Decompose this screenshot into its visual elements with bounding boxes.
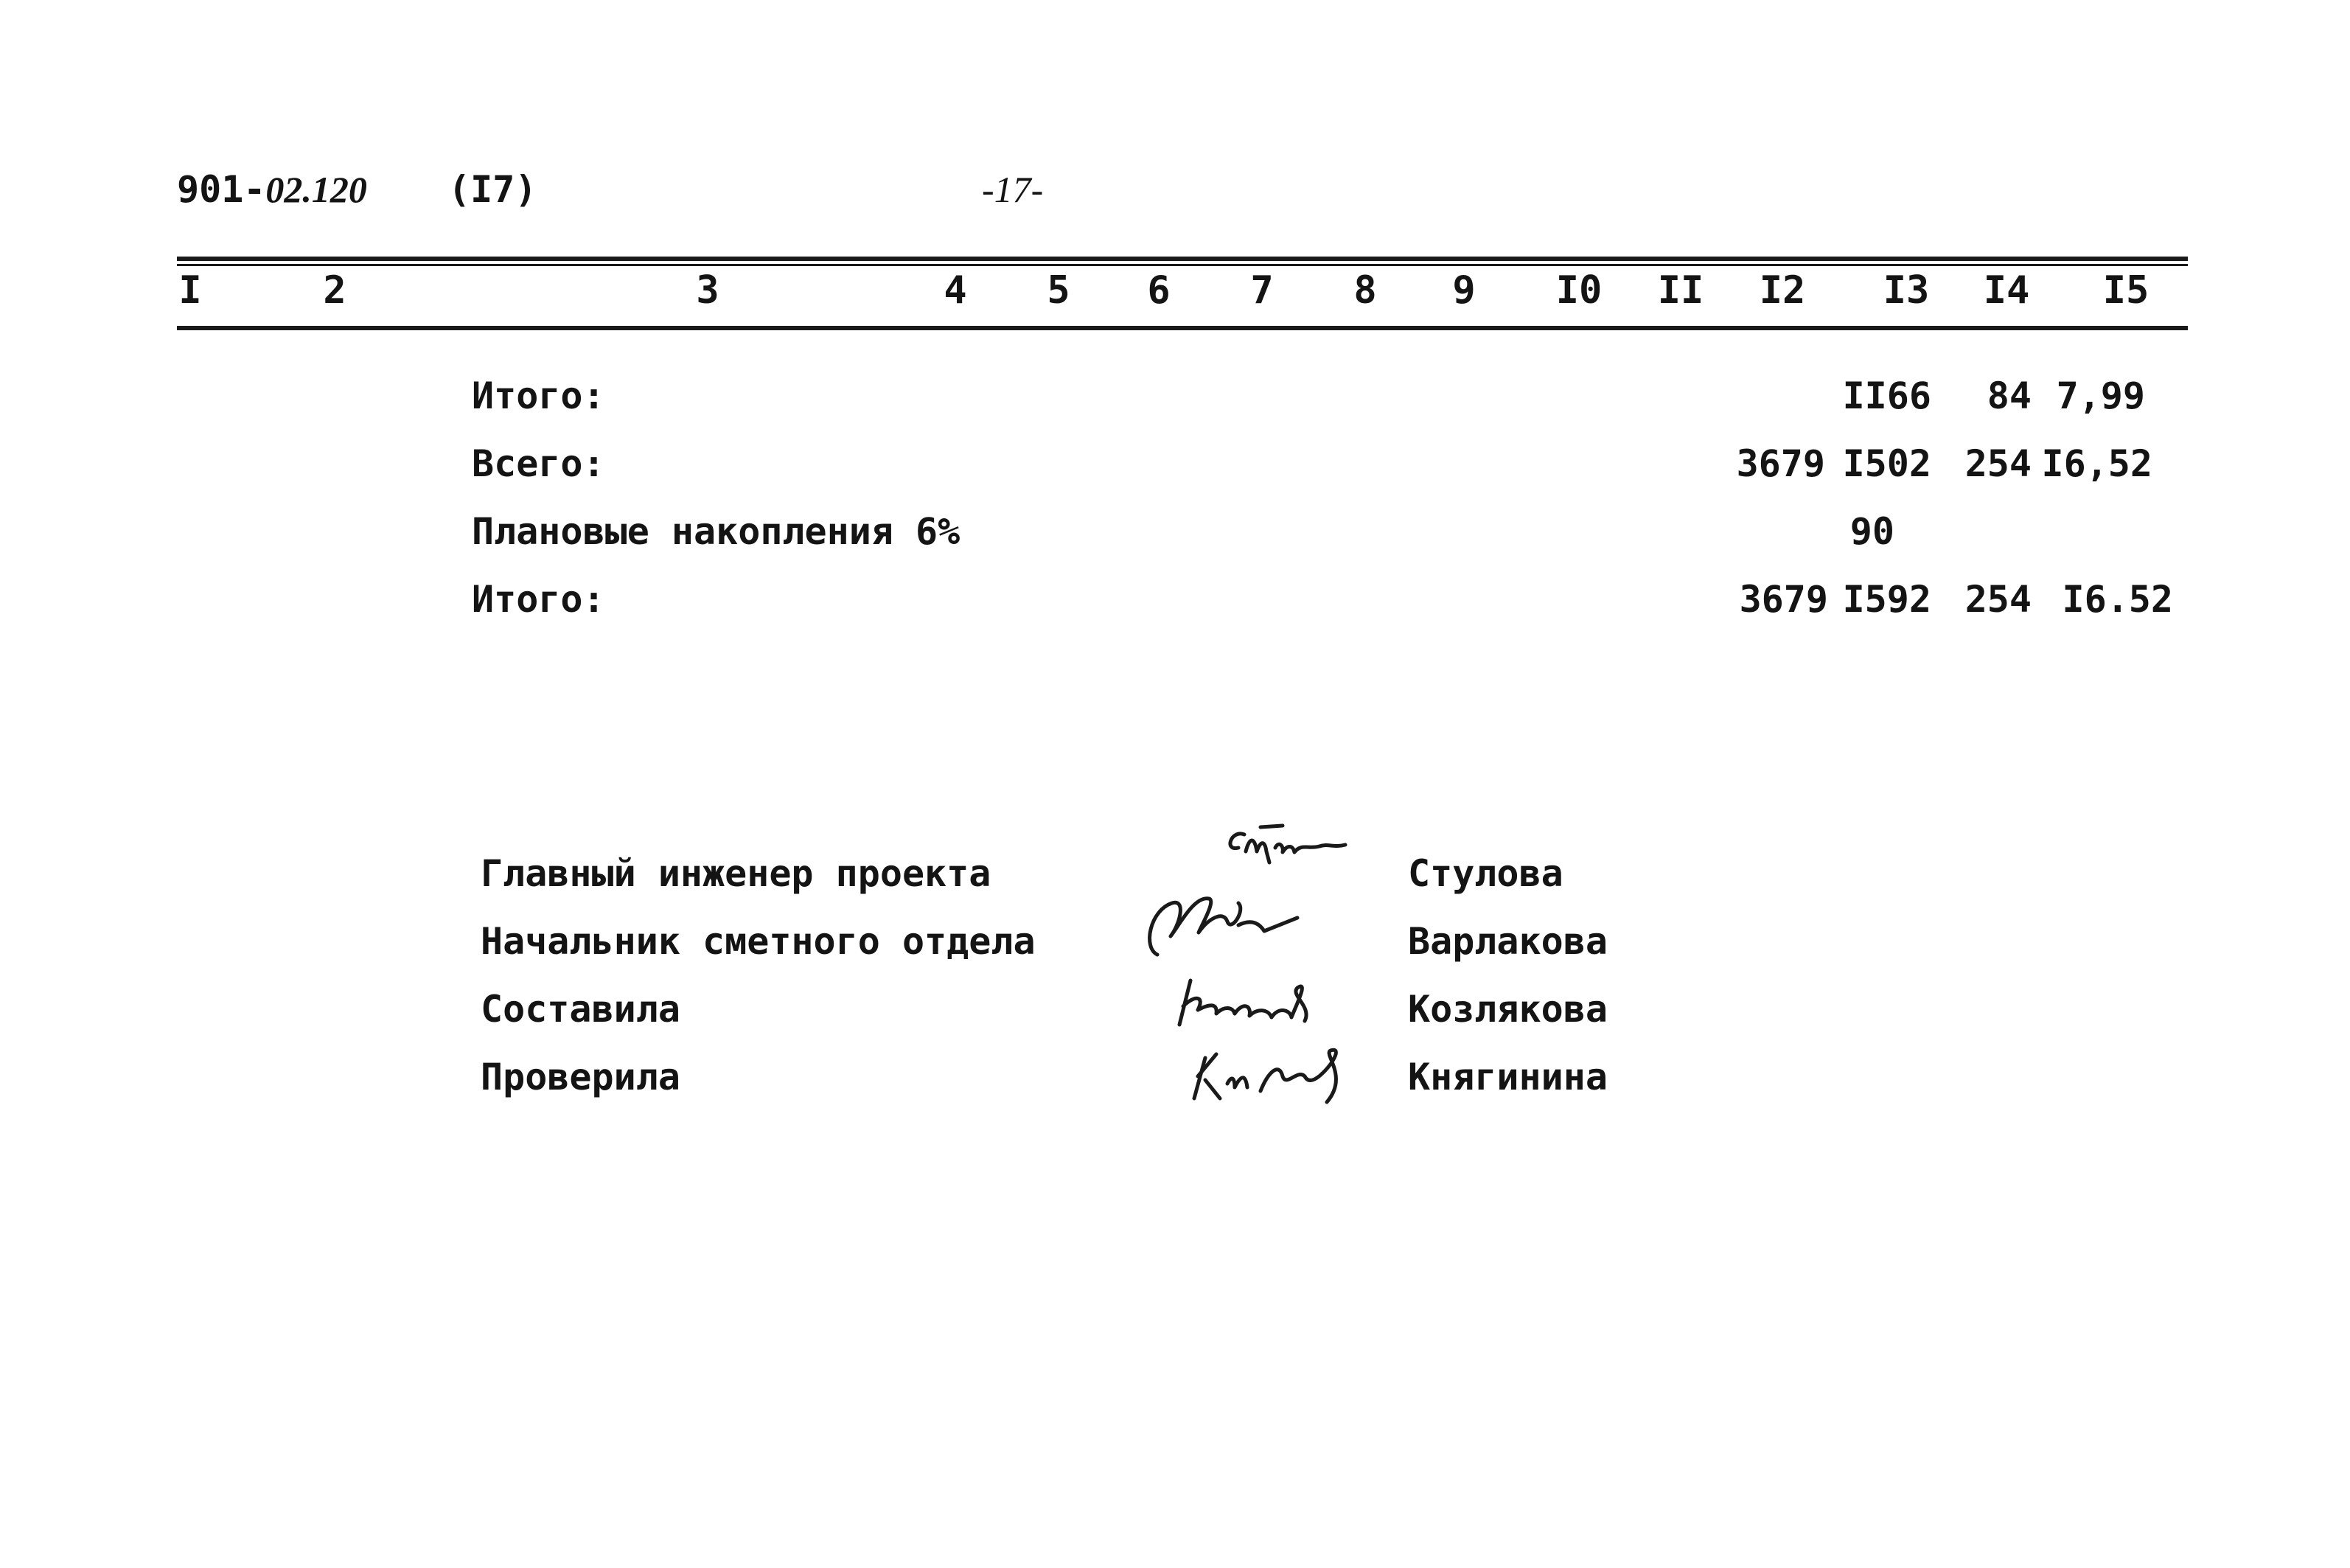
column-number-11: II [1657, 268, 1704, 313]
handwritten-signature-3 [1165, 966, 1342, 1039]
column-number-8: 8 [1353, 268, 1377, 313]
signature-name: Стулова [1408, 852, 1563, 895]
cell-col-14: 254 [1964, 442, 2032, 485]
table-header-bottom-rule [177, 326, 2188, 330]
column-number-14: I4 [1983, 268, 2030, 313]
cell-col-15: I6.52 [2062, 578, 2173, 621]
table-top-rule [177, 257, 2188, 261]
cell-col-13: I502 [1842, 442, 1931, 485]
handwritten-signature-1 [1216, 818, 1364, 877]
cell-col-13: I592 [1842, 578, 1931, 621]
document-code-handwritten: 02.120 [265, 169, 367, 210]
column-number-5: 5 [1047, 268, 1070, 313]
column-number-6: 6 [1147, 268, 1171, 313]
column-number-13: I3 [1883, 268, 1930, 313]
cell-col-12: 3679 [1736, 442, 1825, 485]
signature-name: Козлякова [1408, 988, 1608, 1031]
signature-role: Составила [481, 988, 680, 1031]
column-number-1: I [178, 268, 202, 313]
page-number: -17- [982, 169, 1044, 210]
cell-col-13: 90 [1849, 510, 1894, 553]
handwritten-signature-4 [1179, 1032, 1378, 1113]
column-number-15: I5 [2102, 268, 2149, 313]
column-number-7: 7 [1250, 268, 1274, 313]
signature-role: Начальник сметного отдела [481, 920, 1036, 963]
signature-role: Проверила [481, 1056, 680, 1098]
row-label: Плановые накопления 6% [472, 510, 960, 553]
cell-col-15: 7,99 [2056, 374, 2145, 417]
document-code-prefix: 901- [177, 168, 266, 211]
cell-col-15: I6,52 [2041, 442, 2152, 485]
signature-role: Главный инженер проекта [481, 852, 991, 895]
cell-col-12: 3679 [1739, 578, 1828, 621]
column-number-9: 9 [1452, 268, 1476, 313]
row-label: Всего: [472, 442, 605, 485]
column-number-4: 4 [944, 268, 967, 313]
signature-name: Княгинина [1408, 1056, 1608, 1098]
column-number-2: 2 [323, 268, 346, 313]
cell-col-13: II66 [1842, 374, 1931, 417]
row-label: Итого: [472, 578, 605, 621]
cell-col-14: 84 [1987, 374, 2032, 417]
cell-col-14: 254 [1964, 578, 2032, 621]
column-number-12: I2 [1759, 268, 1806, 313]
row-label: Итого: [472, 374, 605, 417]
signature-name: Варлакова [1408, 920, 1608, 963]
sheet-reference: (I7) [448, 168, 537, 211]
table-top-rule-2 [177, 264, 2188, 266]
column-number-10: I0 [1555, 268, 1603, 313]
document-code [177, 168, 367, 211]
handwritten-signature-2 [1128, 881, 1319, 969]
column-number-3: 3 [696, 268, 719, 313]
